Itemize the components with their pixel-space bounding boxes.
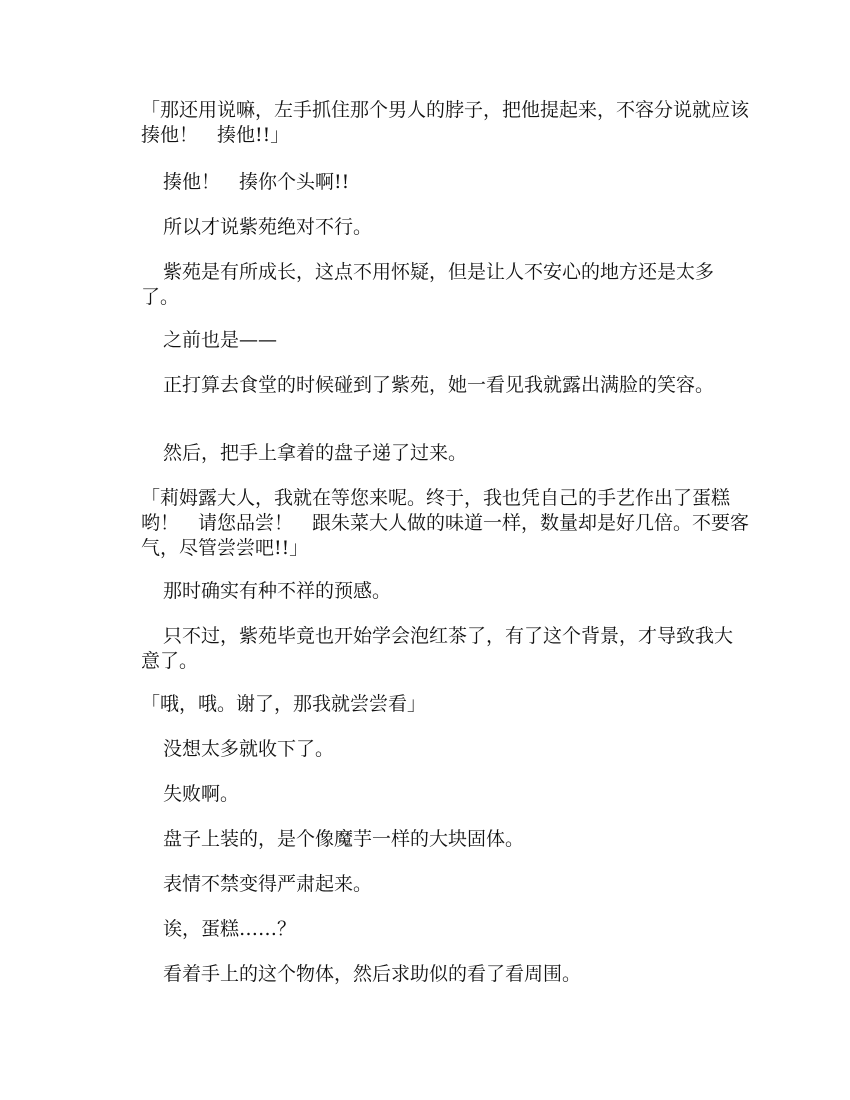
- body-paragraph: 只不过，紫苑毕竟也开始学会泡红茶了，有了这个背景，才导致我大意了。: [141, 625, 734, 672]
- dialogue-paragraph: 「莉姆露大人，我就在等您来呢。终于，我也凭自己的手艺作出了蛋糕哟！ 请您品尝！ 跟朱菜大人做的味道一样，数量却是好几倍。不要客气，尽管尝尝吧!!」: [141, 487, 750, 559]
- body-paragraph: 没想太多就收下了。: [163, 738, 335, 760]
- body-paragraph: 诶，蛋糕……？: [163, 918, 297, 940]
- dialogue-paragraph: 「哦，哦。谢了，那我就尝尝看」: [141, 693, 427, 715]
- body-paragraph: 看着手上的这个物体，然后求助似的看了看周围。: [163, 963, 582, 985]
- body-paragraph: 揍他！ 揍你个头啊!!: [163, 171, 350, 193]
- body-paragraph: 然后，把手上拿着的盘子递了过来。: [163, 442, 468, 464]
- body-paragraph: 失败啊。: [163, 783, 240, 805]
- body-paragraph: 表情不禁变得严肃起来。: [163, 873, 373, 895]
- body-paragraph: 紫苑是有所成长，这点不用怀疑，但是让人不安心的地方还是太多了。: [141, 261, 715, 308]
- body-paragraph: 之前也是——: [163, 329, 278, 351]
- body-paragraph: 盘子上装的，是个像魔芋一样的大块固体。: [163, 828, 525, 850]
- dialogue-paragraph: 「那还用说嘛，左手抓住那个男人的脖子，把他提起来，不容分说就应该揍他！ 揍他!!」: [141, 99, 750, 146]
- body-paragraph: 那时确实有种不祥的预感。: [163, 580, 392, 602]
- body-paragraph: 正打算去食堂的时候碰到了紫苑，她一看见我就露出满脸的笑容。: [163, 374, 715, 396]
- body-paragraph: 所以才说紫苑绝对不行。: [163, 216, 373, 238]
